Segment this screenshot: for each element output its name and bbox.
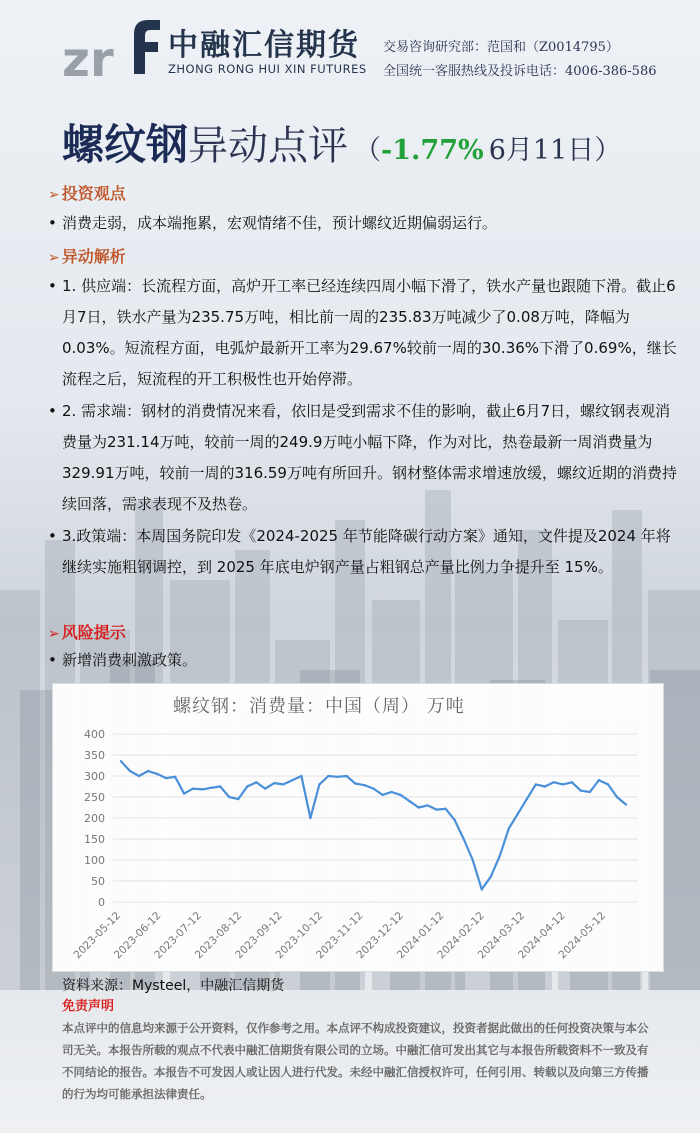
data-point	[444, 808, 446, 810]
data-point	[327, 775, 329, 777]
section-heading: 风险提示	[61, 623, 126, 642]
data-point	[129, 770, 131, 772]
data-point	[291, 779, 293, 781]
series-line	[121, 761, 626, 889]
list-item	[48, 645, 688, 676]
data-point	[219, 785, 221, 787]
hotline-contact: 全国统一客服热线及投诉电话：4006-386-586	[383, 64, 657, 79]
data-point	[309, 817, 311, 819]
data-point	[318, 783, 320, 785]
bullet-text: 消费走弱，成本端拖累，宏观情绪不佳，预计螺纹近期偏弱运行。	[62, 214, 498, 232]
consumption-chart	[52, 683, 664, 972]
data-point	[526, 798, 528, 800]
data-point	[462, 838, 464, 840]
data-point	[300, 775, 302, 777]
y-tick-label: 150	[84, 833, 105, 846]
company-logo-icon	[62, 12, 162, 82]
data-point	[120, 760, 122, 762]
disclaimer-heading: 免责声明	[62, 999, 115, 1014]
x-tick-label: 2024-04-12	[516, 909, 568, 962]
chart-svg	[53, 684, 663, 971]
data-point	[156, 773, 158, 775]
data-point	[264, 787, 266, 789]
x-tick-label: 2023-12-12	[354, 909, 407, 962]
data-point	[535, 783, 537, 785]
data-point	[435, 808, 437, 810]
section-risk	[48, 620, 126, 643]
data-point	[273, 782, 275, 784]
list-item	[48, 396, 688, 520]
y-tick-label: 250	[84, 791, 105, 804]
data-point	[372, 787, 374, 789]
company-name-en: ZHONG RONG HUI XIN FUTURES	[168, 62, 367, 76]
data-point	[589, 791, 591, 793]
data-point	[571, 781, 573, 783]
x-tick-label: 2024-05-12	[556, 909, 609, 962]
y-tick-label: 300	[84, 770, 105, 783]
data-point	[210, 787, 212, 789]
chart-title: 螺纹钢：消费量：中国（周） 万吨	[173, 696, 465, 717]
data-point	[580, 790, 582, 792]
arrow-icon: ➢	[48, 626, 60, 642]
data-point	[363, 784, 365, 786]
bullet-icon: •	[48, 651, 57, 669]
data-point	[562, 783, 564, 785]
y-tick-label: 0	[98, 896, 105, 909]
data-point	[453, 819, 455, 821]
data-point	[228, 796, 230, 798]
price-change: -1.77%	[381, 135, 484, 166]
x-tick-label: 2023-11-12	[313, 909, 366, 962]
title-sub: 异动点评	[188, 123, 349, 169]
data-point	[616, 796, 618, 798]
arrow-icon: ➢	[48, 250, 60, 266]
y-tick-label: 400	[84, 728, 105, 741]
bullet-text: 新增消费刺激政策。	[62, 651, 198, 669]
x-tick-label: 2023-09-12	[233, 909, 285, 962]
bullet-icon: •	[48, 214, 57, 232]
x-tick-label: 2023-06-12	[111, 909, 164, 962]
bullet-text: 1. 供应端：长流程方面，高炉开工率已经连续四周小幅下滑了，铁水产量也跟随下滑。截止6月7日，铁水产量为235.75万吨，相比前一周的235.83万吨减少了0.08万吨，降幅为0.03%。短流程方面，电弧炉最新开工率为29.67%较前一周的30.36%下滑了0.69%，继长流程之后，短流程的开工积极性也开始停滞。	[62, 277, 677, 388]
list-item	[48, 208, 688, 239]
data-point	[508, 827, 510, 829]
x-tick-label: 2023-10-12	[273, 909, 326, 962]
svg-text:zr: zr	[62, 32, 114, 82]
data-point	[237, 798, 239, 800]
data-point	[390, 791, 392, 793]
data-point	[625, 803, 627, 805]
data-point	[517, 813, 519, 815]
list-item	[48, 521, 688, 614]
x-tick-label: 2024-03-12	[475, 909, 528, 962]
analyst-contact: 交易咨询研究部：范国和（Z0014795）	[383, 40, 619, 55]
x-tick-label: 2023-07-12	[152, 909, 204, 962]
data-point	[183, 792, 185, 794]
data-point	[408, 800, 410, 802]
x-tick-label: 2024-01-12	[394, 909, 447, 962]
data-point	[381, 794, 383, 796]
company-name-cn: 中融汇信期货	[168, 28, 360, 63]
data-point	[336, 776, 338, 778]
list-item	[48, 271, 688, 395]
header	[0, 0, 700, 90]
data-point	[201, 788, 203, 790]
data-point	[246, 785, 248, 787]
data-point	[471, 859, 473, 861]
y-tick-label: 50	[91, 875, 105, 888]
section-heading: 异动解析	[61, 247, 126, 266]
data-point	[544, 785, 546, 787]
data-point	[399, 794, 401, 796]
y-tick-label: 350	[84, 749, 105, 762]
section-heading: 投资观点	[61, 184, 126, 203]
data-point	[192, 787, 194, 789]
title-main: 螺纹钢	[62, 120, 189, 169]
data-point	[345, 775, 347, 777]
data-point	[490, 876, 492, 878]
section-analysis	[48, 244, 126, 267]
bullet-icon: •	[48, 277, 57, 295]
y-tick-label: 200	[84, 812, 105, 825]
report-title	[62, 112, 621, 172]
section-investment-view	[48, 181, 126, 204]
data-point	[165, 777, 167, 779]
y-tick-label: 100	[84, 854, 105, 867]
data-point	[607, 783, 609, 785]
data-point	[598, 779, 600, 781]
bullet-icon: •	[48, 527, 57, 545]
data-point	[417, 806, 419, 808]
data-point	[255, 781, 257, 783]
data-point	[354, 782, 356, 784]
arrow-icon: ➢	[48, 187, 60, 203]
title-paren: （	[354, 135, 382, 166]
data-source: 资料来源：Mysteel，中融汇信期货	[62, 978, 285, 994]
data-point	[553, 781, 555, 783]
x-tick-label: 2023-05-12	[71, 909, 124, 962]
report-date: 6月11日）	[488, 135, 622, 166]
data-point	[174, 776, 176, 778]
data-point	[147, 770, 149, 772]
disclaimer-text: 本点评中的信息均来源于公开资料，仅作参考之用。本点评不构成投资建议，投资者据此做出的任何投资决策与本公司无关。本报告所载的观点不代表中融汇信期货有限公司的立场。中融汇信可发出其它与本报告所载资料不一致及有不同结论的报告。本报告不可发因人或让因人进行代发。未经中融汇信授权许可，任何引用、转载以及向第三方传播的行为均可能承担法律责任。	[62, 1021, 649, 1101]
bullet-icon: •	[48, 402, 57, 420]
data-point	[499, 855, 501, 857]
data-point	[481, 888, 483, 890]
data-point	[426, 804, 428, 806]
bullet-text: 3.政策端：本周国务院印发《2024-2025 年节能降碳行动方案》通知，文件提及2024 年将继续实施粗钢调控，到 2025 年底电炉钢产量占粗钢总产量比例力争提升至 15%。	[62, 527, 671, 576]
bullet-text: 2. 需求端：钢材的消费情况来看，依旧是受到需求不佳的影响，截止6月7日，螺纹钢表观消费量为231.14万吨，较前一周的249.9万吨小幅下降，作为对比，热卷最新一周消费量为329.91万吨，较前一周的316.59万吨有所回升。钢材整体需求增速放缓，螺纹近期的消费持续回落，需求表现不及热卷。	[62, 402, 677, 513]
x-tick-label: 2023-08-12	[192, 909, 245, 962]
x-tick-label: 2024-02-12	[435, 909, 487, 962]
data-point	[282, 783, 284, 785]
data-point	[138, 775, 140, 777]
